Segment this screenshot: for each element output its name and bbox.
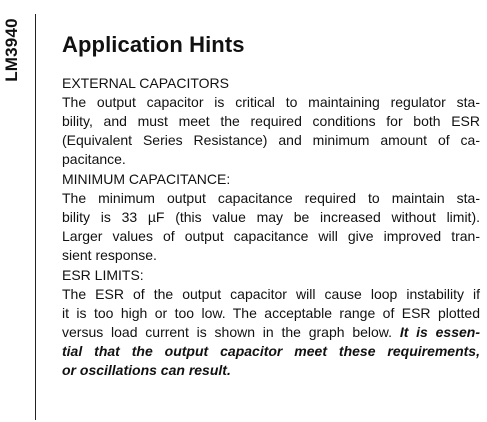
paragraph-line: Larger values of output capacitance will give improved tran- [62,228,480,244]
section-minimum-capacitance [62,170,480,265]
section-paragraph [62,93,480,169]
paragraph-line: The ESR of the output capacitor will cause loop instability if [62,286,480,302]
side-part-number-text: LM3940 [2,18,21,82]
paragraph-line-emphasis [62,342,480,361]
paragraph-line: bility is 33 µF (this value may be increased without limit). [62,209,480,225]
section-esr-limits [62,266,480,380]
section-heading: MINIMUM CAPACITANCE: [62,171,231,187]
paragraph-line: The minimum output capacitance required to maintain sta- [62,190,480,206]
paragraph-line: bility, and must meet the required conditions for both ESR [62,113,480,129]
paragraph-line: pacitance. [62,151,126,167]
emphasis-text: tial that the output capacitor meet these requirements, [62,343,480,359]
side-part-number [1,10,23,90]
paragraph-line-mixed [62,323,480,342]
paragraph-line: The output capacitor is critical to maintaining regulator sta- [62,94,480,110]
emphasis-text: It is essen- [399,324,480,340]
section-paragraph [62,285,480,380]
section-paragraph [62,189,480,265]
paragraph-line: sient response. [62,247,157,263]
section-heading: ESR LIMITS: [62,267,144,283]
vertical-rule [35,14,36,420]
page-content [62,30,480,381]
emphasis-text: or oscillations can result. [62,362,231,378]
paragraph-line-emphasis [62,361,480,380]
page-title: Application Hints [62,32,245,57]
paragraph-line: it is too high or too low. The acceptable range of ESR plotted [62,305,480,321]
section-heading: EXTERNAL CAPACITORS [62,75,230,91]
paragraph-line: (Equivalent Series Resistance) and minimum amount of ca- [62,132,480,148]
section-external-capacitors [62,74,480,169]
paragraph-line-plain: versus load current is shown in the graph below. [62,324,400,340]
